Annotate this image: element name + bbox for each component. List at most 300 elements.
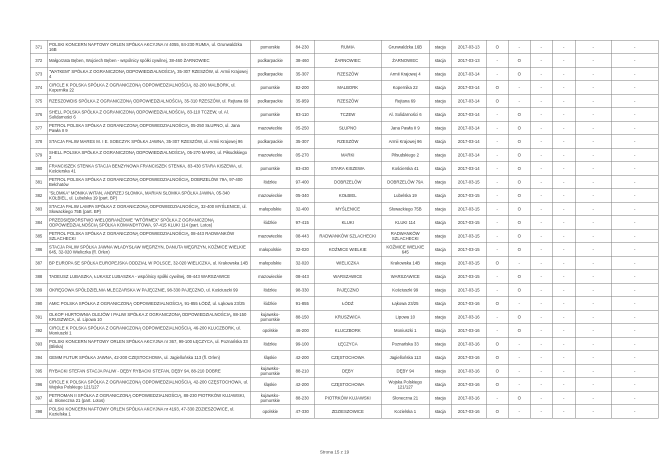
voivodeship-cell: mazowieckie [250,229,290,243]
fuel-mark-cell-1: - [486,391,508,405]
fuel-mark-cell-1: - [486,121,508,135]
street-cell: Lipowa 10 [381,310,429,324]
operator-name-cell: SHELL POLSKA SPÓŁKA Z OGRANICZONĄ ODPOWIEDZIALNOŚCIĄ, 05-270 MARKI, ul. Piłsudskiego 2 [47,148,250,162]
operator-name-cell: Małgorzata Bęben, Wojciech Bęben - wspólnicy spółki cywilnej, 38-460 ŻARNOWIEC [47,54,250,68]
fuel-mark-cell-3: - [530,364,552,378]
fuel-mark-cell-5: - [575,162,611,176]
inspection-date-cell: 2017-03-14 [451,121,486,135]
street-cell: Łąkowa 23/25 [381,297,429,311]
table-row [30,405,658,419]
street-cell: Moniuszki 1 [381,324,429,338]
fuel-mark-cell-3: - [530,405,552,419]
fuel-mark-cell-4: - [552,297,575,311]
object-type-cell: stacja [429,351,451,365]
voivodeship-cell: pomorskie [250,162,290,176]
row-number-cell: 372 [30,54,47,68]
row-number-cell: 386 [30,243,47,257]
fuel-mark-cell-4: - [552,189,575,203]
row-number-cell: 387 [30,256,47,270]
fuel-mark-cell-1: - [486,162,508,176]
fuel-mark-cell-1: - [486,108,508,122]
fuel-mark-cell-4: - [552,40,575,54]
fuel-mark-cell-5: - [575,256,611,270]
fuel-mark-cell-1: O [486,351,508,365]
fuel-mark-cell-4: - [552,337,575,351]
fuel-mark-cell-5: - [575,283,611,297]
street-cell: Słowackiego 75B [381,202,429,216]
fuel-mark-cell-1: - [486,202,508,216]
stations-table [30,40,659,419]
fuel-mark-cell-5: - [575,364,611,378]
fuel-mark-cell-6: - [611,270,658,284]
operator-name-cell: POLSKI KONCERN NAFTOWY ORLEN SPÓŁKA AKCYJNA nr 367, 99-100 ŁĘCZYCA, ul. Poznańska 33 (Bliska) [47,337,250,351]
fuel-mark-cell-5: - [575,310,611,324]
table-row [30,162,658,176]
row-number-cell: 380 [30,162,47,176]
row-number-cell: 389 [30,283,47,297]
postal-code-cell: 35-959 [290,94,314,108]
fuel-mark-cell-1: - [486,310,508,324]
fuel-mark-cell-5: - [575,216,611,230]
city-cell: RZESZÓW [314,67,381,81]
fuel-mark-cell-6: - [611,148,658,162]
row-number-cell: 392 [30,324,47,338]
fuel-mark-cell-3: - [530,216,552,230]
fuel-mark-cell-5: - [575,189,611,203]
operator-name-cell: CIRCLE K POLSKA SPÓŁKA Z OGRANICZONĄ ODPOWIEDZIALNOŚCIĄ, 46-200 KLUCZBORK, ul. Moniuszki 1 [47,324,250,338]
object-type-cell: stacja [429,189,451,203]
postal-code-cell: 97-415 [290,216,314,230]
table-row [30,81,658,95]
fuel-mark-cell-2: O [508,202,530,216]
operator-name-cell: OKRĘGOWA SPÓŁDZIELNIA MLECZARSKA W PAJĘCZNIE, 98-330 PAJĘCZNO, ul. Kościuszki 99 [47,283,250,297]
fuel-mark-cell-5: - [575,378,611,392]
inspection-date-cell: 2017-03-14 [451,81,486,95]
street-cell: Jana Pawła II 9 [381,121,429,135]
fuel-mark-cell-1: O [486,337,508,351]
fuel-mark-cell-6: - [611,405,658,419]
street-cell: Rejtana 69 [381,94,429,108]
fuel-mark-cell-6: - [611,324,658,338]
street-cell: DĘBY 94 [381,364,429,378]
row-number-cell: 375 [30,94,47,108]
object-type-cell: stacja [429,67,451,81]
fuel-mark-cell-5: - [575,81,611,95]
postal-code-cell: 98-330 [290,283,314,297]
fuel-mark-cell-4: - [552,81,575,95]
operator-name-cell: FRANCISZEK STENKA STACJA BENZYNOWA FRANCISZEK STENKA, 83-430 STARA KISZEWA, ul. Kościerska 41 [47,162,250,176]
postal-code-cell: 32-020 [290,243,314,257]
operator-name-cell: RYBACKI STEFAN STACJA PALIW - DĘBY RYBACKI STEFAN, DĘBY 94, 88-210 DOBRE [47,364,250,378]
page-number-label: Strona 15 z 19 [319,449,350,455]
fuel-mark-cell-3: - [530,297,552,311]
fuel-mark-cell-1: - [486,216,508,230]
fuel-mark-cell-6: - [611,229,658,243]
postal-code-cell: 05-250 [290,121,314,135]
fuel-mark-cell-1: O [486,364,508,378]
fuel-mark-cell-5: - [575,67,611,81]
fuel-mark-cell-3: - [530,270,552,284]
fuel-mark-cell-4: - [552,202,575,216]
operator-name-cell: POLSKI KONCERN NAFTOWY ORLEN SPÓŁKA AKCYJNA nr 4055, 84-230 RUMIA, ul. Grunwaldzka 16B [47,40,250,54]
inspection-date-cell: 2017-03-16 [451,297,486,311]
inspection-date-cell: 2017-03-15 [451,270,486,284]
fuel-mark-cell-5: - [575,40,611,54]
fuel-mark-cell-2: O [508,216,530,230]
fuel-mark-cell-5: - [575,337,611,351]
fuel-mark-cell-3: - [530,256,552,270]
fuel-mark-cell-4: - [552,405,575,419]
city-cell: PIOTRKÓW KUJAWSKI [314,391,381,405]
street-cell: Kopernika 22 [381,81,429,95]
table-row [30,364,658,378]
postal-code-cell: 42-200 [290,351,314,365]
fuel-mark-cell-6: - [611,175,658,189]
object-type-cell: stacja [429,283,451,297]
fuel-mark-cell-5: - [575,405,611,419]
fuel-mark-cell-3: - [530,391,552,405]
fuel-mark-cell-4: - [552,175,575,189]
fuel-mark-cell-2: O [508,135,530,149]
street-cell: Kozielska 1 [381,405,429,419]
row-number-cell: 379 [30,148,47,162]
voivodeship-cell: śląskie [250,378,290,392]
fuel-mark-cell-6: - [611,364,658,378]
fuel-mark-cell-5: - [575,148,611,162]
fuel-mark-cell-3: - [530,378,552,392]
object-type-cell: stacja [429,337,451,351]
postal-code-cell: 32-020 [290,256,314,270]
fuel-mark-cell-4: - [552,121,575,135]
fuel-mark-cell-6: - [611,378,658,392]
operator-name-cell: STACJA PALIW LAMPA SPÓŁKA Z OGRANICZONĄ ODPOWIEDZIALNOŚCIĄ, 32-400 MYŚLENICE, ul. Słowackiego 75B (part. BP) [47,202,250,216]
row-number-cell: 376 [30,108,47,122]
row-number-cell: 371 [30,40,47,54]
fuel-mark-cell-1: - [486,229,508,243]
street-cell: Grunwaldzka 16B [381,40,429,54]
row-number-cell: 390 [30,297,47,311]
inspection-date-cell: 2017-03-15 [451,229,486,243]
fuel-mark-cell-4: - [552,391,575,405]
inspection-date-cell: 2017-03-15 [451,216,486,230]
voivodeship-cell: mazowieckie [250,121,290,135]
inspection-date-cell: 2017-03-15 [451,256,486,270]
fuel-mark-cell-1: O [486,94,508,108]
fuel-mark-cell-1: - [486,270,508,284]
fuel-mark-cell-4: - [552,324,575,338]
voivodeship-cell: pomorskie [250,81,290,95]
postal-code-cell: 91-855 [290,297,314,311]
table-row [30,378,658,392]
inspection-date-cell: 2017-03-14 [451,67,486,81]
stations-table-body [30,40,658,418]
fuel-mark-cell-1: - [486,189,508,203]
table-row [30,121,658,135]
fuel-mark-cell-5: - [575,391,611,405]
fuel-mark-cell-3: - [530,324,552,338]
fuel-mark-cell-6: - [611,135,658,149]
postal-code-cell: 97-400 [290,175,314,189]
fuel-mark-cell-4: - [552,94,575,108]
operator-name-cell: GEMM FUTUR SPÓŁKA JAWNA, 42-200 CZĘSTOCHOWA, ul. Jagiellońska 113 (fl. Orlen) [47,351,250,365]
postal-code-cell: 05-340 [290,189,314,203]
fuel-mark-cell-1: - [486,148,508,162]
postal-code-cell: 88-230 [290,391,314,405]
fuel-mark-cell-2: O [508,175,530,189]
fuel-mark-cell-2: O [508,108,530,122]
row-number-cell: 381 [30,175,47,189]
fuel-mark-cell-3: - [530,162,552,176]
object-type-cell: stacja [429,270,451,284]
street-cell: Lubelska 19 [381,189,429,203]
table-row [30,67,658,81]
fuel-mark-cell-4: - [552,256,575,270]
postal-code-cell: 38-460 [290,54,314,68]
fuel-mark-cell-6: - [611,351,658,365]
object-type-cell: stacja [429,40,451,54]
operator-name-cell: "WATKEM" SPÓŁKA Z OGRANICZONĄ ODPOWIEDZIALNOŚCIĄ, 35-307 RZESZÓW, ul. Armii Krajowej 4 [47,67,250,81]
fuel-mark-cell-3: - [530,108,552,122]
table-row [30,135,658,149]
street-cell: Poznańska 33 [381,337,429,351]
row-number-cell: 395 [30,364,47,378]
object-type-cell: stacja [429,216,451,230]
voivodeship-cell: małopolskie [250,202,290,216]
row-number-cell: 378 [30,135,47,149]
table-row [30,283,658,297]
fuel-mark-cell-4: - [552,135,575,149]
object-type-cell: stacja [429,364,451,378]
fuel-mark-cell-5: - [575,351,611,365]
fuel-mark-cell-4: - [552,54,575,68]
fuel-mark-cell-4: - [552,108,575,122]
postal-code-cell: 99-100 [290,337,314,351]
fuel-mark-cell-2: - [508,337,530,351]
fuel-mark-cell-1: - [486,324,508,338]
fuel-mark-cell-6: - [611,54,658,68]
fuel-mark-cell-1: O [486,297,508,311]
street-cell: WARSZAWICE [381,270,429,284]
voivodeship-cell: opolskie [250,405,290,419]
table-row [30,189,658,203]
fuel-mark-cell-2: O [508,189,530,203]
operator-name-cell: BP EUROPA SE SPÓŁKA EUROPEJSKA ODDZIAŁ W POLSCE, 32-020 WIELICZKA, ul. Krakowska 14B [47,256,250,270]
fuel-mark-cell-4: - [552,351,575,365]
fuel-mark-cell-2: - [508,81,530,95]
street-cell: RADWANKÓW SZLACHECKI [381,229,429,243]
voivodeship-cell: małopolskie [250,243,290,257]
fuel-mark-cell-1: - [486,67,508,81]
fuel-mark-cell-3: - [530,243,552,257]
voivodeship-cell: kujawsko-pomorskie [250,391,290,405]
city-cell: KOŁBIEL [314,189,381,203]
city-cell: PAJĘCZNO [314,283,381,297]
object-type-cell: stacja [429,378,451,392]
fuel-mark-cell-6: - [611,40,658,54]
row-number-cell: 398 [30,405,47,419]
operator-name-cell: PRZEDSIĘBIORSTWO WIELOBRANŻOWE "WTÓRMEX" SPÓŁKA Z OGRANICZONĄ ODPOWIEDZIALNOŚCIĄ SPÓŁKA KOMANDYTOWA, 97-415 KLUKI 114 (part. Lotos) [47,216,250,230]
table-row [30,229,658,243]
postal-code-cell: 35-307 [290,135,314,149]
inspection-date-cell: 2017-03-15 [451,202,486,216]
row-number-cell: 391 [30,310,47,324]
fuel-mark-cell-2: O [508,67,530,81]
fuel-mark-cell-2: - [508,405,530,419]
city-cell: CZĘSTOCHOWA [314,351,381,365]
table-row [30,351,658,365]
city-cell: SŁUPNO [314,121,381,135]
city-cell: ZDZIESZOWICE [314,405,381,419]
city-cell: WARSZAWICE [314,270,381,284]
fuel-mark-cell-5: - [575,324,611,338]
voivodeship-cell: kujawsko-pomorskie [250,364,290,378]
row-number-cell: 373 [30,67,47,81]
postal-code-cell: 35-307 [290,67,314,81]
fuel-mark-cell-5: - [575,54,611,68]
table-row [30,40,658,54]
postal-code-cell: 42-200 [290,378,314,392]
operator-name-cell: AMIC POLSKA SPÓŁKA Z OGRANICZONĄ ODPOWIEDZIALNOŚCIĄ, 91-855 ŁÓDŹ, ul. Łąkowa 23/25 [47,297,250,311]
stations-table-container [30,40,660,419]
fuel-mark-cell-5: - [575,135,611,149]
fuel-mark-cell-4: - [552,148,575,162]
fuel-mark-cell-2: O [508,162,530,176]
row-number-cell: 397 [30,391,47,405]
postal-code-cell: 83-430 [290,162,314,176]
operator-name-cell: RZESZOWDIS SPÓŁKA Z OGRANICZONĄ ODPOWIEDZIALNOŚCIĄ, 35-310 RZESZÓW, ul. Rejtana 69 [47,94,250,108]
object-type-cell: stacja [429,324,451,338]
fuel-mark-cell-6: - [611,108,658,122]
fuel-mark-cell-6: - [611,337,658,351]
voivodeship-cell: pomorskie [250,40,290,54]
city-cell: KOŹMICE WIELKIE [314,243,381,257]
table-row [30,216,658,230]
operator-name-cell: PETROL POLSKA SPÓŁKA Z OGRANICZONĄ ODPOWIEDZIALNOŚCIĄ, DOBRZELÓW 79A, 97-400 Bełchatów [47,175,250,189]
inspection-date-cell: 2017-03-16 [451,351,486,365]
fuel-mark-cell-3: - [530,310,552,324]
fuel-mark-cell-2: - [508,297,530,311]
postal-code-cell: 83-110 [290,108,314,122]
fuel-mark-cell-4: - [552,229,575,243]
row-number-cell: 384 [30,216,47,230]
city-cell: KRUSZWICA [314,310,381,324]
operator-name-cell: PETROMAN II SPÓŁKA Z OGRANICZONĄ ODPOWIEDZIALNOŚCIĄ, 88-230 PIOTRKÓW KUJAWSKI, ul. Słoneczna 21 (part. Lotos) [47,391,250,405]
fuel-mark-cell-2: - [508,256,530,270]
operator-name-cell: PETROL POLSKA SPÓŁKA Z OGRANICZONĄ ODPOWIEDZIALNOŚCIĄ, 08-443 RADWANKÓW SZLACHECKI [47,229,250,243]
city-cell: DĘBY [314,364,381,378]
postal-code-cell: 84-230 [290,40,314,54]
inspection-date-cell: 2017-03-15 [451,283,486,297]
inspection-date-cell: 2017-03-14 [451,148,486,162]
fuel-mark-cell-3: - [530,351,552,365]
fuel-mark-cell-3: - [530,229,552,243]
inspection-date-cell: 2017-03-16 [451,378,486,392]
inspection-date-cell: 2017-03-14 [451,108,486,122]
row-number-cell: 393 [30,337,47,351]
fuel-mark-cell-3: - [530,94,552,108]
voivodeship-cell: pomorskie [250,108,290,122]
row-number-cell: 385 [30,229,47,243]
city-cell: RUMIA [314,40,381,54]
fuel-mark-cell-5: - [575,121,611,135]
postal-code-cell: 32-400 [290,202,314,216]
operator-name-cell: STACJA PALIW MARES M. I E. SOBCZYK SPÓŁKA JAWNA, 35-307 RZESZÓW, ul. Armii Krajowej 96 [47,135,250,149]
fuel-mark-cell-5: - [575,243,611,257]
object-type-cell: stacja [429,121,451,135]
street-cell: Armii Krajowej 96 [381,135,429,149]
operator-name-cell: TADEUSZ LUBASZKA, ŁUKASZ LUBASZKA - wspólnicy spółki cywilnej, 08-443 WARSZAWICE [47,270,250,284]
city-cell: TCZEW [314,108,381,122]
row-number-cell: 374 [30,81,47,95]
fuel-mark-cell-4: - [552,162,575,176]
row-number-cell: 377 [30,121,47,135]
fuel-mark-cell-2: O [508,148,530,162]
voivodeship-cell: małopolskie [250,256,290,270]
object-type-cell: stacja [429,148,451,162]
voivodeship-cell: łódzkie [250,283,290,297]
table-row [30,202,658,216]
table-row [30,310,658,324]
table-row [30,54,658,68]
object-type-cell: stacja [429,391,451,405]
inspection-date-cell: 2017-03-16 [451,310,486,324]
fuel-mark-cell-1: O [486,378,508,392]
fuel-mark-cell-3: - [530,189,552,203]
city-cell: MYŚLENICE [314,202,381,216]
voivodeship-cell: podkarpackie [250,135,290,149]
table-row [30,256,658,270]
fuel-mark-cell-2: - [508,364,530,378]
inspection-date-cell: 2017-03-13 [451,54,486,68]
street-cell: ŻARNOWIEC [381,54,429,68]
voivodeship-cell: podkarpackie [250,54,290,68]
city-cell: ŻARNOWIEC [314,54,381,68]
city-cell: MARKI [314,148,381,162]
inspection-date-cell: 2017-03-16 [451,391,486,405]
fuel-mark-cell-3: - [530,121,552,135]
row-number-cell: 383 [30,202,47,216]
city-cell: RZESZÓW [314,94,381,108]
street-cell: Armii Krajowej 4 [381,67,429,81]
fuel-mark-cell-5: - [575,297,611,311]
street-cell: KLUKI 114 [381,216,429,230]
city-cell: WIELICZKA [314,256,381,270]
operator-name-cell: CIRCLE K POLSKA SPÓŁKA Z OGRANICZONĄ ODPOWIEDZIALNOŚCIĄ, 82-200 MALBORK, ul. Kopernika 22 [47,81,250,95]
inspection-date-cell: 2017-03-16 [451,405,486,419]
voivodeship-cell: mazowieckie [250,189,290,203]
fuel-mark-cell-3: - [530,175,552,189]
fuel-mark-cell-1: O [486,256,508,270]
table-row [30,94,658,108]
inspection-date-cell: 2017-03-14 [451,135,486,149]
fuel-mark-cell-2: - [508,351,530,365]
city-cell: MALBORK [314,81,381,95]
fuel-mark-cell-6: - [611,162,658,176]
fuel-mark-cell-6: - [611,391,658,405]
fuel-mark-cell-6: - [611,121,658,135]
postal-code-cell: 08-443 [290,229,314,243]
fuel-mark-cell-2: O [508,270,530,284]
city-cell: KLUCZBORK [314,324,381,338]
fuel-mark-cell-1: - [486,135,508,149]
inspection-date-cell: 2017-03-13 [451,40,486,54]
object-type-cell: stacja [429,81,451,95]
fuel-mark-cell-5: - [575,270,611,284]
fuel-mark-cell-1: O [486,40,508,54]
street-cell: Wojska Polskiego 121/127 [381,378,429,392]
postal-code-cell: 08-443 [290,270,314,284]
street-cell: Krakowska 14B [381,256,429,270]
